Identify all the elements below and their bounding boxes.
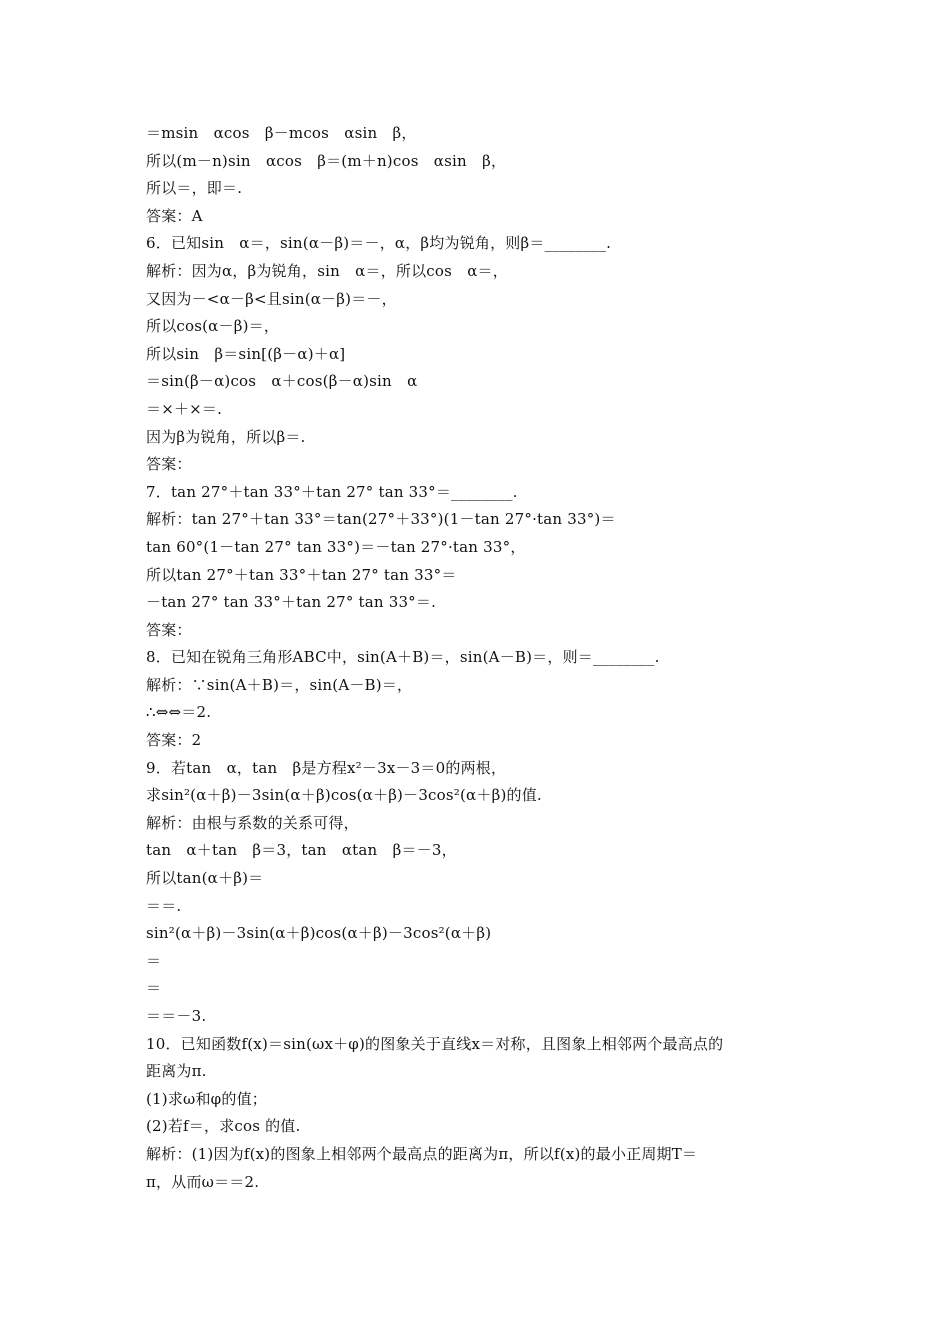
question-7: 7．tan 27°＋tan 33°＋tan 27° tan 33°＝________. [146,482,518,501]
text-line: tan α＋tan β＝3，tan αtan β＝－3， [146,841,457,860]
text-line: 解析：因为α，β为锐角，sin α＝，所以cos α＝， [146,261,508,280]
question-10: 10．已知函数f(x)＝sin(ωx＋φ)的图象关于直线x＝对称，且图象上相邻两个最高点的 [146,1034,724,1053]
question-6: 6．已知sin α＝，sin(α－β)＝－，α，β均为锐角，则β＝________. [146,234,612,253]
answer-line: 答案：A [146,206,203,225]
text-line: 解析：∵sin(A＋B)＝，sin(A－B)＝， [146,675,413,694]
text-line: 因为β为锐角，所以β＝. [146,427,306,446]
document-page [146,120,816,1196]
text-line: 所以tan 27°＋tan 33°＋tan 27° tan 33°＝ [146,565,457,584]
text-line: 解析：tan 27°＋tan 33°＝tan(27°＋33°)(1－tan 27°·tan 33°)＝ [146,510,616,529]
text-line: 解析：由根与系数的关系可得， [146,813,359,832]
text-line: 所以(m－n)sin αcos β＝(m＋n)cos αsin β， [146,151,507,170]
text-line: (1)求ω和φ的值； [146,1089,267,1108]
answer-line: 答案：2 [146,731,202,750]
text-line: ＝msin αcos β－mcos αsin β， [146,124,417,142]
question-8: 8．已知在锐角三角形ABC中，sin(A＋B)＝，sin(A－B)＝，则＝________. [146,648,660,667]
text-line: 距离为π. [146,1062,207,1081]
text-line: 又因为－<α－β<且sin(α－β)＝－， [146,289,397,308]
answer-line: 答案： [146,620,192,639]
text-line: (2)若f＝，求cos 的值. [146,1117,301,1136]
text-line: 求sin²(α＋β)－3sin(α＋β)cos(α＋β)－3cos²(α＋β)的值. [146,786,542,805]
text-line: ＝ [146,951,162,970]
answer-line: 答案： [146,455,192,474]
text-line: sin²(α＋β)－3sin(α＋β)cos(α＋β)－3cos²(α＋β) [146,924,492,943]
text-line: ∴⇔⇔＝2. [146,703,212,722]
text-line: 所以sin β＝sin[(β－α)＋α] [146,344,346,363]
text-line: 解析：(1)因为f(x)的图象上相邻两个最高点的距离为π，所以f(x)的最小正周期T＝ [146,1144,698,1163]
text-line: 所以cos(α－β)＝， [146,317,280,336]
text-line: ＝ [146,979,162,998]
text-line: ＝×＋×＝. [146,399,223,418]
text-line: tan 60°(1－tan 27° tan 33°)＝－tan 27°·tan 33°， [146,537,526,556]
text-line: 所以tan(α＋β)＝ [146,869,264,888]
text-line: 所以＝，即＝. [146,179,243,198]
text-line: ＝sin(β－α)cos α＋cos(β－α)sin α [146,372,418,391]
question-9: 9．若tan α，tan β是方程x²－3x－3＝0的两根， [146,758,507,777]
text-line: π，从而ω＝＝2. [146,1172,260,1191]
text-line: ＝＝－3. [146,1007,207,1025]
text-line: －tan 27° tan 33°＋tan 27° tan 33°＝. [146,593,437,612]
text-line: ＝＝. [146,896,182,915]
